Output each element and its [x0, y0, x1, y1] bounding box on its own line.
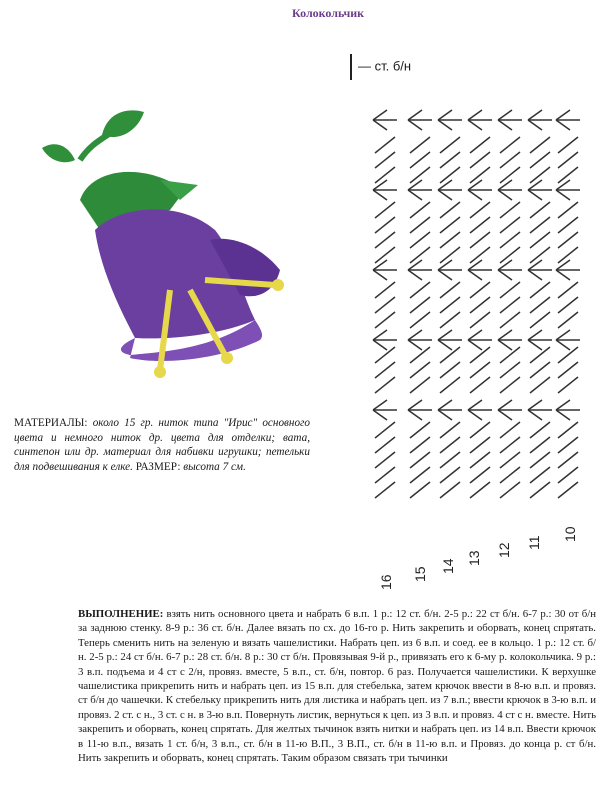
single-crochet-mark — [410, 437, 430, 453]
single-crochet-mark — [470, 482, 490, 498]
increase-stitch-mark — [498, 330, 512, 340]
single-crochet-mark — [375, 137, 395, 153]
single-crochet-mark — [375, 422, 395, 438]
single-crochet-mark — [500, 297, 520, 313]
single-crochet-mark — [440, 282, 460, 298]
single-crochet-mark — [558, 137, 578, 153]
increase-stitch-mark — [468, 120, 482, 130]
increase-stitch-mark — [408, 340, 422, 350]
single-crochet-mark — [410, 232, 430, 248]
single-crochet-mark — [530, 482, 550, 498]
single-crochet-mark — [500, 422, 520, 438]
single-crochet-mark — [558, 452, 578, 468]
increase-stitch-mark — [373, 190, 387, 200]
increase-stitch-mark — [408, 400, 422, 410]
execution-label: ВЫПОЛНЕНИЕ: — [78, 608, 164, 620]
materials-body: около 15 гр. ниток типа "Ирис" основного цвета и немного ниток др. цвета для отделки; вата, синтепон или др. материал для набивки игрушки; петельки для подвешивания к елке. — [14, 417, 310, 473]
single-crochet-mark — [375, 377, 395, 393]
single-crochet-mark — [375, 232, 395, 248]
increase-stitch-mark — [373, 340, 387, 350]
increase-stitch-mark — [498, 400, 512, 410]
single-crochet-mark — [470, 437, 490, 453]
increase-stitch-mark — [528, 340, 542, 350]
single-crochet-mark — [470, 152, 490, 168]
single-crochet-mark — [470, 282, 490, 298]
page-title: Колокольчик — [292, 6, 365, 20]
single-crochet-mark — [500, 362, 520, 378]
single-crochet-mark — [500, 202, 520, 218]
increase-stitch-mark — [498, 340, 512, 350]
increase-stitch-mark — [408, 270, 422, 280]
single-crochet-mark — [470, 297, 490, 313]
single-crochet-mark — [375, 152, 395, 168]
single-crochet-mark — [530, 312, 550, 328]
increase-stitch-mark — [373, 410, 387, 420]
single-crochet-mark — [375, 297, 395, 313]
single-crochet-mark — [500, 312, 520, 328]
increase-stitch-mark — [556, 330, 570, 340]
single-crochet-mark — [440, 482, 460, 498]
single-crochet-mark — [410, 362, 430, 378]
single-crochet-mark — [470, 377, 490, 393]
single-crochet-mark — [530, 467, 550, 483]
single-crochet-mark — [558, 217, 578, 233]
chart-row-number: 10 — [562, 526, 578, 542]
single-crochet-mark — [530, 217, 550, 233]
chart-row-number: 14 — [440, 558, 456, 574]
single-crochet-mark — [375, 482, 395, 498]
increase-stitch-mark — [468, 410, 482, 420]
increase-stitch-mark — [438, 260, 452, 270]
single-crochet-mark — [440, 437, 460, 453]
single-crochet-mark — [500, 377, 520, 393]
single-crochet-mark — [530, 422, 550, 438]
single-crochet-mark — [530, 452, 550, 468]
single-crochet-mark — [375, 452, 395, 468]
single-crochet-mark — [530, 377, 550, 393]
increase-stitch-mark — [468, 180, 482, 190]
single-crochet-mark — [500, 437, 520, 453]
single-crochet-mark — [440, 232, 460, 248]
increase-stitch-mark — [498, 260, 512, 270]
single-crochet-mark — [558, 422, 578, 438]
increase-stitch-mark — [556, 270, 570, 280]
materials-text — [14, 416, 310, 474]
single-crochet-mark — [530, 202, 550, 218]
single-crochet-mark — [440, 202, 460, 218]
increase-stitch-mark — [556, 340, 570, 350]
single-crochet-mark — [558, 232, 578, 248]
single-crochet-mark — [440, 362, 460, 378]
single-crochet-mark — [530, 152, 550, 168]
single-crochet-mark — [375, 202, 395, 218]
single-crochet-mark — [375, 282, 395, 298]
increase-stitch-mark — [408, 190, 422, 200]
single-crochet-mark — [410, 452, 430, 468]
increase-stitch-mark — [556, 120, 570, 130]
single-crochet-mark — [410, 282, 430, 298]
increase-stitch-mark — [556, 190, 570, 200]
single-crochet-mark — [530, 297, 550, 313]
increase-stitch-mark — [556, 260, 570, 270]
single-crochet-mark — [440, 377, 460, 393]
single-crochet-mark — [440, 452, 460, 468]
single-crochet-mark — [375, 217, 395, 233]
increase-stitch-mark — [528, 330, 542, 340]
single-crochet-mark — [410, 137, 430, 153]
chart-row-number: 16 — [378, 574, 394, 590]
single-crochet-mark — [410, 422, 430, 438]
increase-stitch-mark — [528, 400, 542, 410]
chart-row-number: 15 — [412, 566, 428, 582]
increase-stitch-mark — [438, 340, 452, 350]
increase-stitch-mark — [438, 180, 452, 190]
increase-stitch-mark — [468, 340, 482, 350]
single-crochet-mark — [440, 422, 460, 438]
single-crochet-mark — [558, 482, 578, 498]
increase-stitch-mark — [468, 190, 482, 200]
increase-stitch-mark — [408, 410, 422, 420]
single-crochet-mark — [470, 232, 490, 248]
chart-row-number: 11 — [526, 535, 542, 550]
stem — [80, 130, 115, 160]
execution-body: взять нить основного цвета и набрать 6 в.п. 1 р.: 12 ст. б/н. 2-5 р.: 22 ст б/н. 6-7 р.: 30 от б/н за заднюю стенку. 8-9 р.: 36 ст. б/н. Далее вязать по сх. до 16-го р. Нить закрепить и оборвать, конец спрятать. Теперь сменить нить на зеленую и вязать чашелистики. Набрать цеп. из 6 в.п. и соед. ее в кольцо. 1 р.: 12 ст. б/н. 2-5 р.: 24 ст б/н. 6-7 р.: 28 ст. б/н. 8 р.: 30 ст б/н. Провязывая 9-й р., привязать его к 6-му р. колокольчика. 9 р.: 3 в.п. подъема и 4 ст с 2/н, провяз. вместе, 5 в.п., ст. б/н, повтор. 6 раз. Получается чашелистики. К верхушке чашелистика прикрепить нить и набрать цеп. из 15 в.п. для стебелька, затем крючок ввести в 8-ю в.п. и провяз. ст б/н до чашечки. К стебельку прикрепить нить для листика и набрать цеп. из 7 в.п.; ввести крючок в 3-ю в.п. и провяз. 2 ст. с н., 3 ст. с н. в 3-ю в.п. Повернуть листик, вернуться к цеп. из 3 в.п. и провяз. 4 ст с н. вместе. Нить закрепить и оборвать, конец спрятать. Для желтых тычинок взять нитки и набрать цеп. из 14 в.п. Ввести крючок в 11-ю в.п., вязать 1 ст. б/н, 3 в.п., ст. б/н в 11-ю В.П., 3 В.П., ст. б/н в 11-ю в.п. и Провяз. до конца р. ст б/н. Нить закрепить и оборвать, конец спрятать. Таким образом связать три тычинки — [78, 608, 596, 765]
execution-text — [78, 607, 596, 765]
single-crochet-mark — [440, 152, 460, 168]
chart-row-number: 13 — [466, 550, 482, 566]
single-crochet-mark — [410, 152, 430, 168]
increase-stitch-mark — [498, 270, 512, 280]
single-crochet-mark — [375, 437, 395, 453]
single-crochet-mark — [530, 137, 550, 153]
single-crochet-mark — [470, 217, 490, 233]
single-crochet-mark — [375, 362, 395, 378]
bellflower-illustration — [20, 90, 320, 390]
increase-stitch-mark — [373, 400, 387, 410]
size-label: РАЗМЕР: — [132, 460, 181, 473]
single-crochet-mark — [558, 202, 578, 218]
single-crochet-mark — [410, 312, 430, 328]
increase-stitch-mark — [438, 190, 452, 200]
single-crochet-mark — [558, 297, 578, 313]
single-crochet-mark — [470, 312, 490, 328]
increase-stitch-mark — [468, 110, 482, 120]
increase-stitch-mark — [468, 400, 482, 410]
increase-stitch-mark — [438, 110, 452, 120]
single-crochet-mark — [440, 297, 460, 313]
single-crochet-mark — [375, 467, 395, 483]
increase-stitch-mark — [408, 120, 422, 130]
single-crochet-mark — [410, 482, 430, 498]
crochet-chart — [340, 40, 590, 600]
single-crochet-mark — [410, 377, 430, 393]
single-crochet-mark — [530, 437, 550, 453]
increase-stitch-mark — [408, 110, 422, 120]
increase-stitch-mark — [556, 410, 570, 420]
increase-stitch-mark — [556, 110, 570, 120]
single-crochet-mark — [530, 232, 550, 248]
single-crochet-mark — [470, 452, 490, 468]
increase-stitch-mark — [528, 410, 542, 420]
materials-label: МАТЕРИАЛЫ: — [14, 417, 88, 429]
single-crochet-mark — [470, 422, 490, 438]
increase-stitch-mark — [438, 330, 452, 340]
increase-stitch-mark — [498, 410, 512, 420]
size-value: высота 7 см. — [180, 460, 246, 473]
legend-label: — ст. б/н — [358, 58, 412, 74]
chart-row-number: 12 — [496, 542, 512, 558]
single-crochet-mark — [530, 362, 550, 378]
single-crochet-mark — [470, 467, 490, 483]
single-crochet-mark — [558, 362, 578, 378]
single-crochet-mark — [440, 467, 460, 483]
single-crochet-mark — [500, 152, 520, 168]
increase-stitch-mark — [438, 120, 452, 130]
increase-stitch-mark — [498, 110, 512, 120]
increase-stitch-mark — [498, 180, 512, 190]
single-crochet-mark — [558, 282, 578, 298]
single-crochet-mark — [500, 217, 520, 233]
single-crochet-mark — [470, 202, 490, 218]
single-crochet-mark — [410, 467, 430, 483]
single-crochet-mark — [410, 297, 430, 313]
increase-stitch-mark — [373, 180, 387, 190]
single-crochet-mark — [558, 377, 578, 393]
single-crochet-mark — [558, 437, 578, 453]
increase-stitch-mark — [373, 330, 387, 340]
increase-stitch-mark — [408, 180, 422, 190]
single-crochet-mark — [530, 282, 550, 298]
single-crochet-mark — [500, 137, 520, 153]
increase-stitch-mark — [408, 330, 422, 340]
increase-stitch-mark — [438, 400, 452, 410]
single-crochet-mark — [500, 452, 520, 468]
single-crochet-mark — [440, 312, 460, 328]
single-crochet-mark — [410, 217, 430, 233]
single-crochet-mark — [470, 362, 490, 378]
increase-stitch-mark — [498, 190, 512, 200]
increase-stitch-mark — [438, 270, 452, 280]
increase-stitch-mark — [528, 190, 542, 200]
single-crochet-mark — [440, 137, 460, 153]
increase-stitch-mark — [556, 180, 570, 190]
single-crochet-mark — [500, 467, 520, 483]
single-crochet-mark — [500, 282, 520, 298]
single-crochet-mark — [470, 137, 490, 153]
increase-stitch-mark — [528, 270, 542, 280]
increase-stitch-mark — [408, 260, 422, 270]
increase-stitch-mark — [373, 120, 387, 130]
increase-stitch-mark — [556, 400, 570, 410]
increase-stitch-mark — [438, 410, 452, 420]
single-crochet-mark — [375, 312, 395, 328]
increase-stitch-mark — [468, 270, 482, 280]
single-crochet-mark — [440, 217, 460, 233]
single-crochet-mark — [500, 232, 520, 248]
single-crochet-mark — [558, 467, 578, 483]
increase-stitch-mark — [468, 260, 482, 270]
increase-stitch-mark — [528, 180, 542, 190]
increase-stitch-mark — [528, 260, 542, 270]
increase-stitch-mark — [528, 110, 542, 120]
single-crochet-mark — [558, 312, 578, 328]
increase-stitch-mark — [373, 110, 387, 120]
increase-stitch-mark — [528, 120, 542, 130]
increase-stitch-mark — [498, 120, 512, 130]
increase-stitch-mark — [468, 330, 482, 340]
single-crochet-mark — [500, 482, 520, 498]
single-crochet-mark — [558, 152, 578, 168]
single-crochet-mark — [410, 202, 430, 218]
increase-stitch-mark — [373, 260, 387, 270]
increase-stitch-mark — [373, 270, 387, 280]
